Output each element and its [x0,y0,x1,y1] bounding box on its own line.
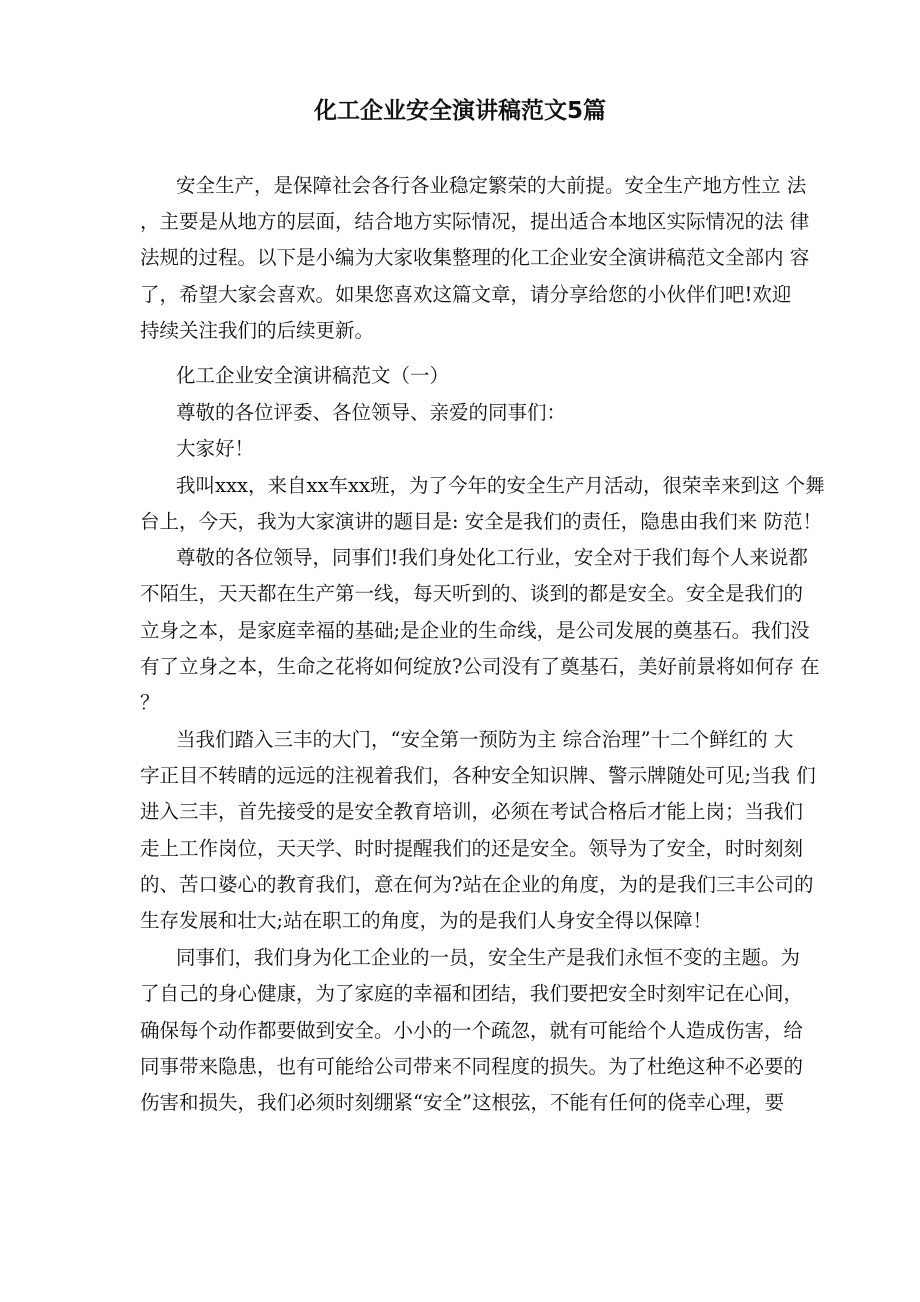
paragraph-line: 不陌生，天天都在生产第一线，每天听到的、谈到的都是安全。安全是我们的 [140,582,804,605]
paragraph-line: ？ [140,691,160,714]
paragraph-line: 尊敬的各位领导，同事们!我们身处化工行业，安全对于我们每个人来说都 [176,546,808,569]
paragraph-line: 安全生产，是保障社会各行各业稳定繁荣的大前提。安全生产地方性立 法 [176,174,807,197]
paragraph-line: 同事们，我们身为化工企业的一员，安全生产是我们永恒不变的主题。为 [176,946,801,969]
salutation: 尊敬的各位评委、各位领导、亲爱的同事们： [176,401,567,424]
paragraph-line: 字正目不转睛的远远的注视着我们，各种安全知识牌、警示牌随处可见;当我 们 [140,764,816,787]
greeting: 大家好！ [176,437,255,460]
paragraph-line: 有了立身之本，生命之花将如何绽放?公司没有了奠基石，美好前景将如何存 在 [140,655,820,678]
paragraph-line: 立身之本，是家庭幸福的基础;是企业的生命线，是公司发展的奠基石。我们没 [140,619,810,642]
paragraph-line: 当我们踏入三丰的大门，“安全第一预防为主 综合治理”十二个鲜红的 大 [176,728,794,751]
paragraph-line: 我叫xxx，来自xx车xx班，为了今年的安全生产月活动，很荣幸来到这 个舞 [176,474,825,497]
section-heading: 化工企业安全演讲稿范文（一） [176,364,450,387]
document-title: 化工企业安全演讲稿范文5篇 [313,98,606,124]
paragraph-line: 了，希望大家会喜欢。如果您喜欢这篇文章，请分享给您的小伙伴们吧!欢迎 [140,283,792,306]
paragraph-line: 伤害和损失，我们必须时刻绷紧“安全”这根弦，不能有任何的侥幸心理，要 [140,1091,784,1114]
paragraph-line: 的、苦口婆心的教育我们，意在何为?站在企业的角度，为的是我们三丰公司的 [140,873,814,896]
paragraph-line: 走上工作岗位，天天学、时时提醒我们的还是安全。领导为了安全，时时刻刻 [140,837,804,860]
paragraph-line: 法规的过程。以下是小编为大家收集整理的化工企业安全演讲稿范文全部内 容 [140,246,810,269]
paragraph-line: 台上，今天，我为大家演讲的题目是: 安全是我们的责任，隐患由我们来 防范！ [140,510,822,533]
paragraph-line: 了自己的身心健康，为了家庭的幸福和团结，我们要把安全时刻牢记在心间， [140,982,804,1005]
paragraph-line: 进入三丰，首先接受的是安全教育培训，必须在考试合格后才能上岗；当我们 [140,800,804,823]
paragraph-line: 确保每个动作都要做到安全。小小的一个疏忽，就有可能给个人造成伤害，给 [140,1019,804,1042]
paragraph-line: 同事带来隐患，也有可能给公司带来不同程度的损失。为了杜绝这种不必要的 [140,1055,804,1078]
paragraph-line: 生存发展和壮大;站在职工的角度，为的是我们人身安全得以保障！ [140,909,713,932]
paragraph-line: 持续关注我们的后续更新。 [140,319,375,342]
paragraph-line: ，主要是从地方的层面，结合地方实际情况，提出适合本地区实际情况的法 律 [140,210,810,233]
